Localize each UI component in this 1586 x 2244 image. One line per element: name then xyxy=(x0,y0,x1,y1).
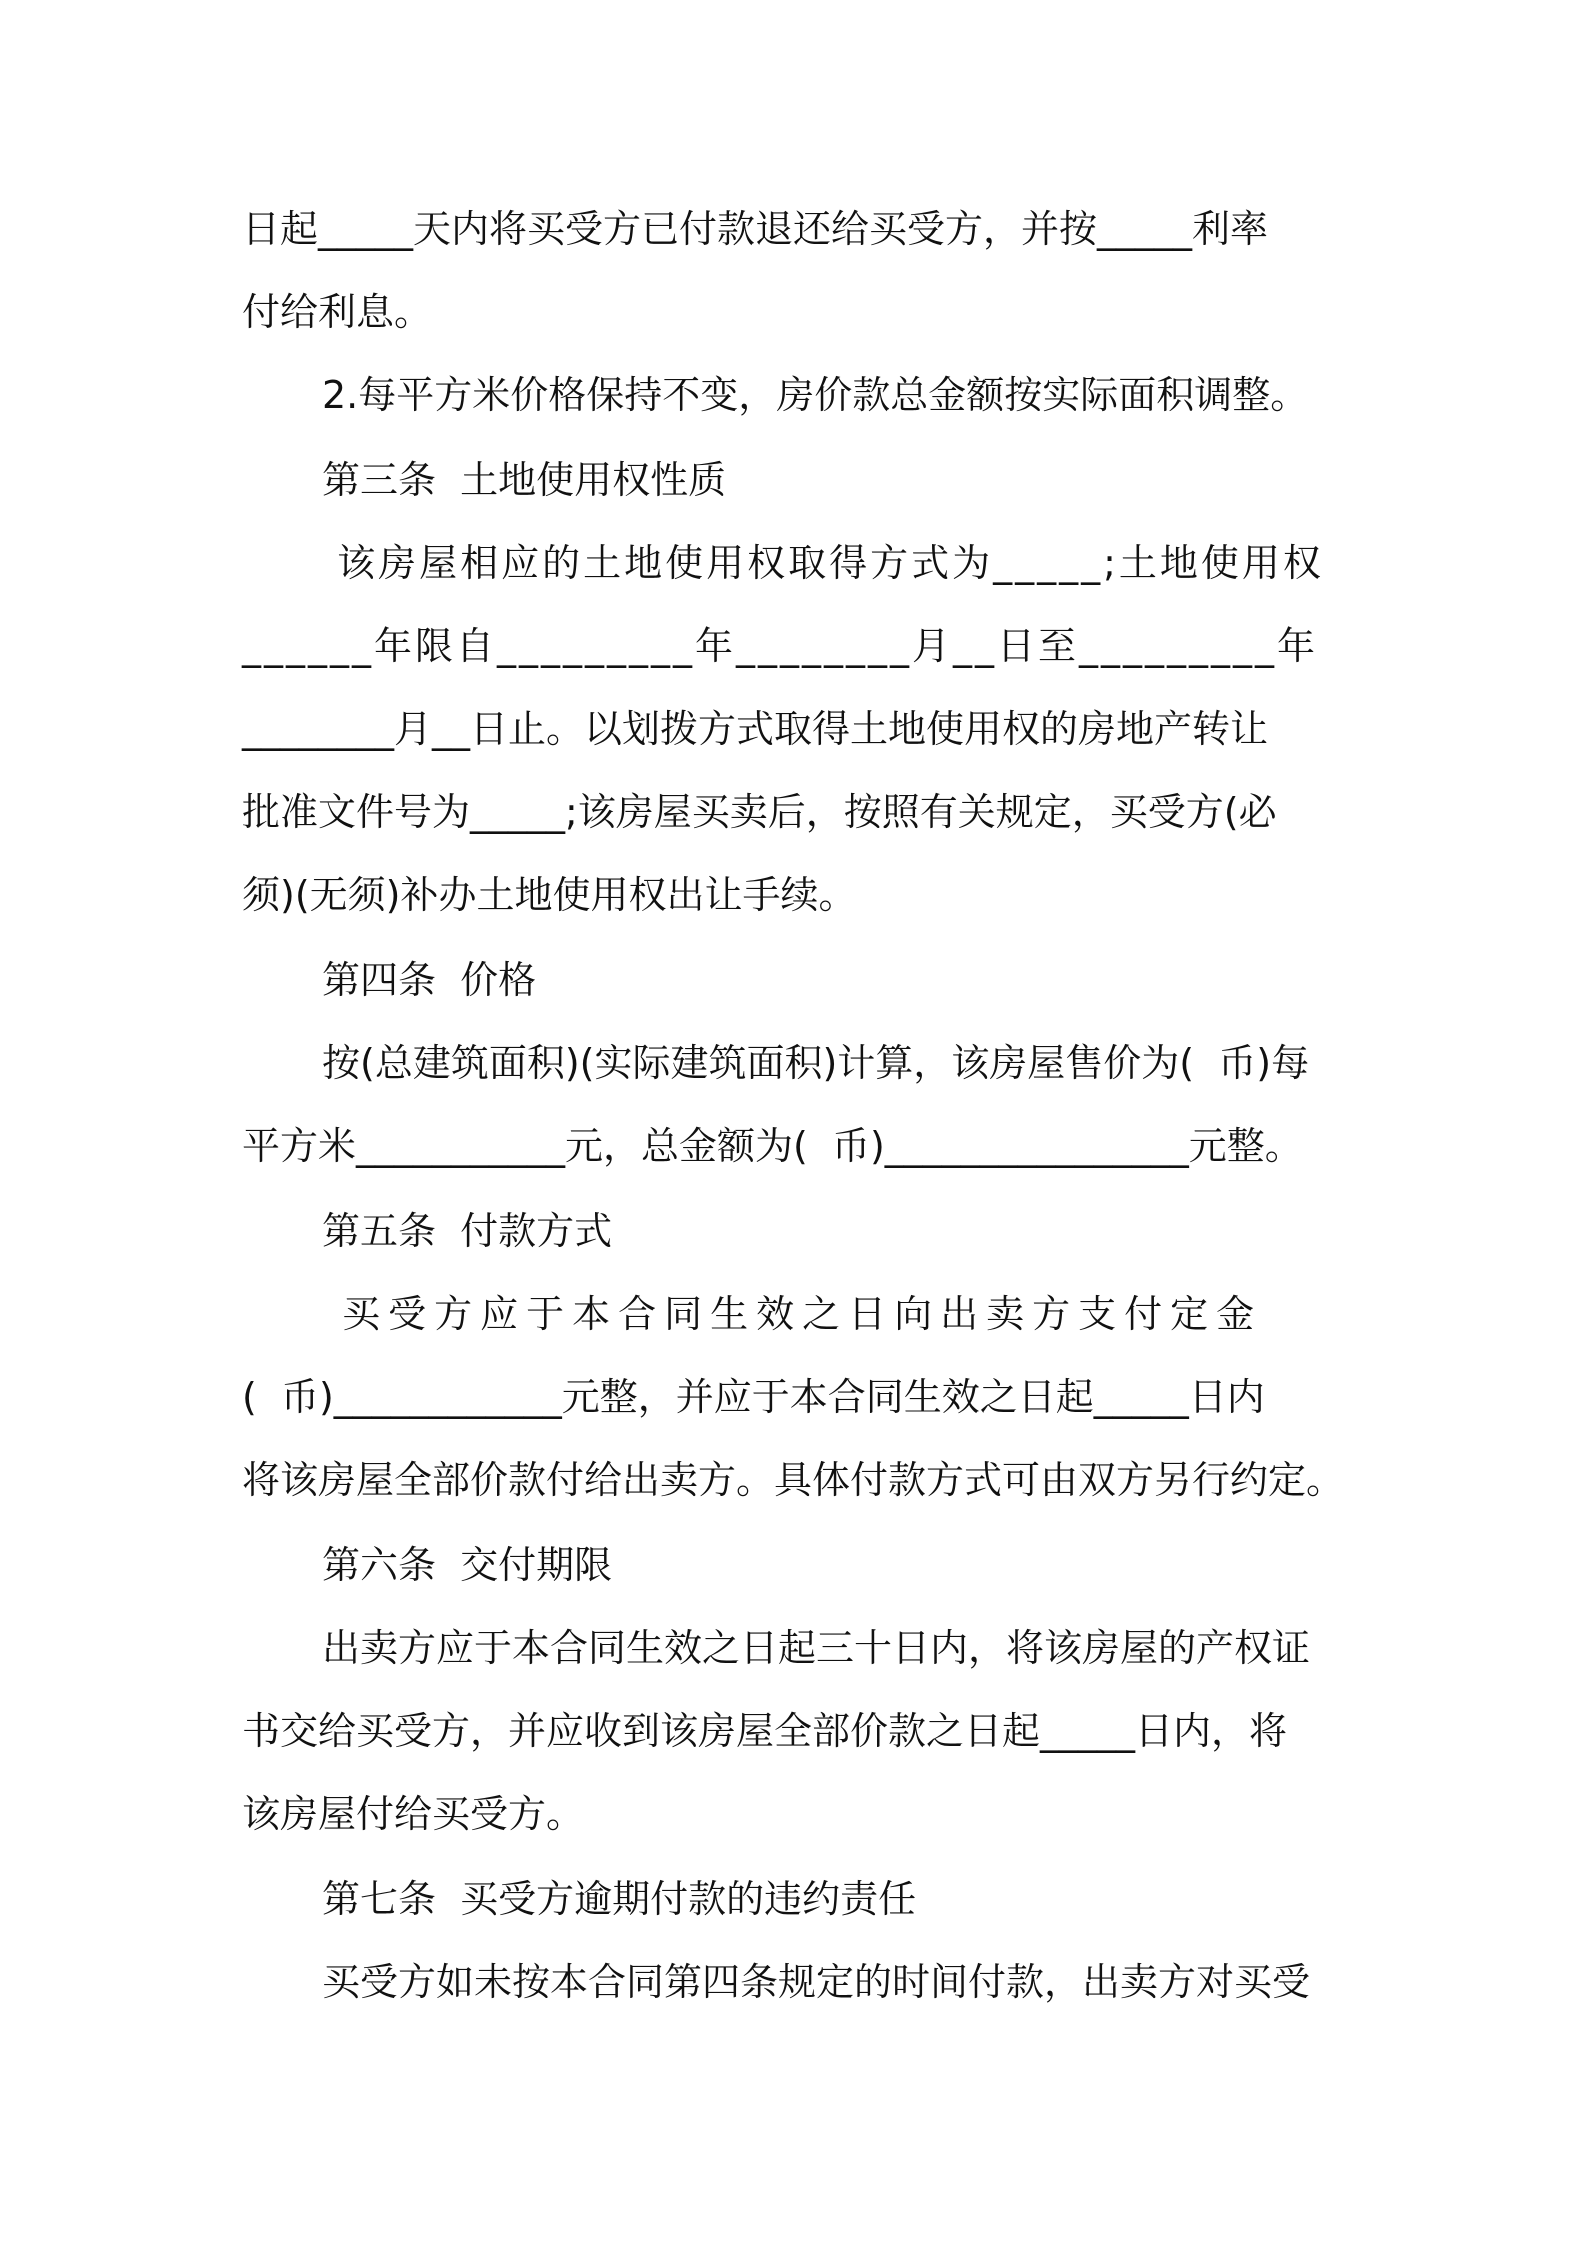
section-heading: 第三条 土地使用权性质 xyxy=(322,458,727,502)
paragraph-line: 书交给买受方，并应收到该房屋全部价款之日起_____日内，将 xyxy=(242,1709,1288,1753)
paragraph-line: 买受方如未按本合同第四条规定的时间付款，出卖方对买受 xyxy=(322,1960,1311,2004)
paragraph-line: ( 币)____________元整，并应于本合同生效之日起_____日内 xyxy=(242,1375,1265,1419)
section-heading: 第五条 付款方式 xyxy=(322,1209,613,1253)
section-heading: 第四条 价格 xyxy=(322,958,537,1002)
section-heading: 第七条 买受方逾期付款的违约责任 xyxy=(322,1877,917,1921)
paragraph-line: 买受方应于本合同生效之日向出卖方支付定金 xyxy=(322,1292,1263,1336)
section-heading: 第六条 交付期限 xyxy=(322,1543,613,1587)
paragraph-line: 2.每平方米价格保持不变，房价款总金额按实际面积调整。 xyxy=(322,373,1309,417)
paragraph-line: 平方米___________元，总金额为( 币)________________元整。 xyxy=(242,1124,1303,1168)
paragraph-line: 出卖方应于本合同生效之日起三十日内，将该房屋的产权证 xyxy=(322,1626,1311,1670)
paragraph-line: ________月__日止。以划拨方式取得土地使用权的房地产转让 xyxy=(242,707,1269,751)
paragraph-line: 批准文件号为_____;该房屋买卖后，按照有关规定，买受方(必 xyxy=(242,790,1277,834)
paragraph-line: 付给利息。 xyxy=(242,290,433,334)
paragraph-line: 须)(无须)补办土地使用权出让手续。 xyxy=(242,873,857,917)
paragraph-line: 日起_____天内将买受方已付款退还给买受方，并按_____利率 xyxy=(242,207,1269,251)
paragraph-line: 按(总建筑面积)(实际建筑面积)计算，该房屋售价为( 币)每 xyxy=(322,1041,1310,1085)
paragraph-line: ______年限自_________年________月__日至_________年 xyxy=(242,624,1319,668)
paragraph-line: 该房屋付给买受方。 xyxy=(242,1792,585,1836)
paragraph-line: 将该房屋全部价款付给出卖方。具体付款方式可由双方另行约定。 xyxy=(242,1458,1345,1502)
paragraph-line: 该房屋相应的土地使用权取得方式为_____;土地使用权 xyxy=(322,541,1324,585)
